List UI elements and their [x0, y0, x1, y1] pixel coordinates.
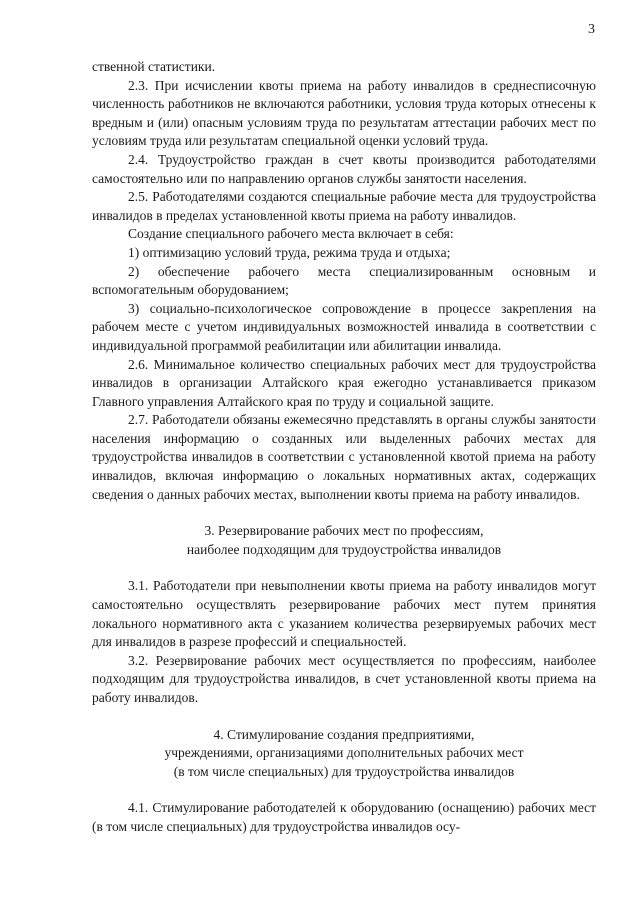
paragraph-3-1: 3.1. Работодатели при невыполнении квоты приема на работу инвалидов могут самостоятельно осуществлять резервирование рабочих мест путем принятия локального нормативного акта с указанием количества резервируемых рабочих мест для инвалидов в разрезе профессий и специальностей. [92, 578, 596, 650]
paragraph-2-7: 2.7. Работодатели обязаны ежемесячно представлять в органы службы занятости населения информацию о созданных или выделенных рабочих местах для трудоустройства инвалидов в соответствии с установленной квотой приема на работу инвалидов, включая информацию о локальных нормативных актах, содержащих сведения о данных рабочих местах, выполнении квоты приема на работу инвалидов. [92, 412, 596, 502]
paragraph-2-3: 2.3. При исчислении квоты приема на работу инвалидов в среднесписочную численность работников не включаются работники, условия труда которых отнесены к вредным и (или) опасным условиям труда по результатам аттестации рабочих мест по условиям труда или результатам специальной оценки условий труда. [92, 77, 596, 149]
section-4-heading-line-3: (в том числе специальных) для трудоустройства инвалидов [173, 763, 515, 779]
paragraph-special-workplace-intro: Создание специального рабочего места включает в себя: [128, 226, 454, 242]
paragraph-continuation: ственной статистики. [92, 59, 216, 74]
section-4-heading-line-1: 4. Стимулирование создания предприятиями, [213, 726, 475, 742]
section-3-heading-line-1: 3. Резервирование рабочих мест по профессиям, [204, 523, 484, 539]
list-item-3: 3) социально-психологическое сопровождение в процессе закрепления на рабочем месте с учетом индивидуальных возможностей инвалида в соответствии с индивидуальной программой реабилитации или абилитации инвалида. [92, 300, 596, 353]
paragraph-3-2: 3.2. Резервирование рабочих мест осуществляется по профессиям, наиболее подходящим для трудоустройства инвалидов, в счет установленной квоты приема на работу инвалидов. [92, 652, 596, 705]
paragraph-2-5: 2.5. Работодателями создаются специальные рабочие места для трудоустройства инвалидов в пределах установленной квоты приема на работу инвалидов. [92, 189, 596, 223]
section-4-heading-line-2: учреждениями, организациями дополнительных рабочих мест [164, 745, 524, 761]
paragraph-4-1: 4.1. Стимулирование работодателей к оборудованию (оснащению) рабочих мест (в том числе специальных) для трудоустройства инвалидов осу- [92, 800, 596, 834]
section-3-heading-line-2: наиболее подходящим для трудоустройства инвалидов [186, 541, 502, 557]
document-body [92, 58, 596, 837]
page-number: 3 [588, 22, 595, 37]
list-item-1: 1) оптимизацию условий труда, режима труда и отдыха; [128, 244, 451, 260]
paragraph-2-6: 2.6. Минимальное количество специальных рабочих мест для трудоустройства инвалидов в организации Алтайского края ежегодно устанавливается приказом Главного управления Алтайского края по труду и социальной защите. [92, 356, 596, 409]
list-item-2: 2) обеспечение рабочего места специализированным основным и вспомогательным оборудованием; [92, 263, 596, 298]
paragraph-2-4: 2.4. Трудоустройство граждан в счет квоты производится работодателями самостоятельно или по направлению органов службы занятости населения. [92, 151, 596, 186]
